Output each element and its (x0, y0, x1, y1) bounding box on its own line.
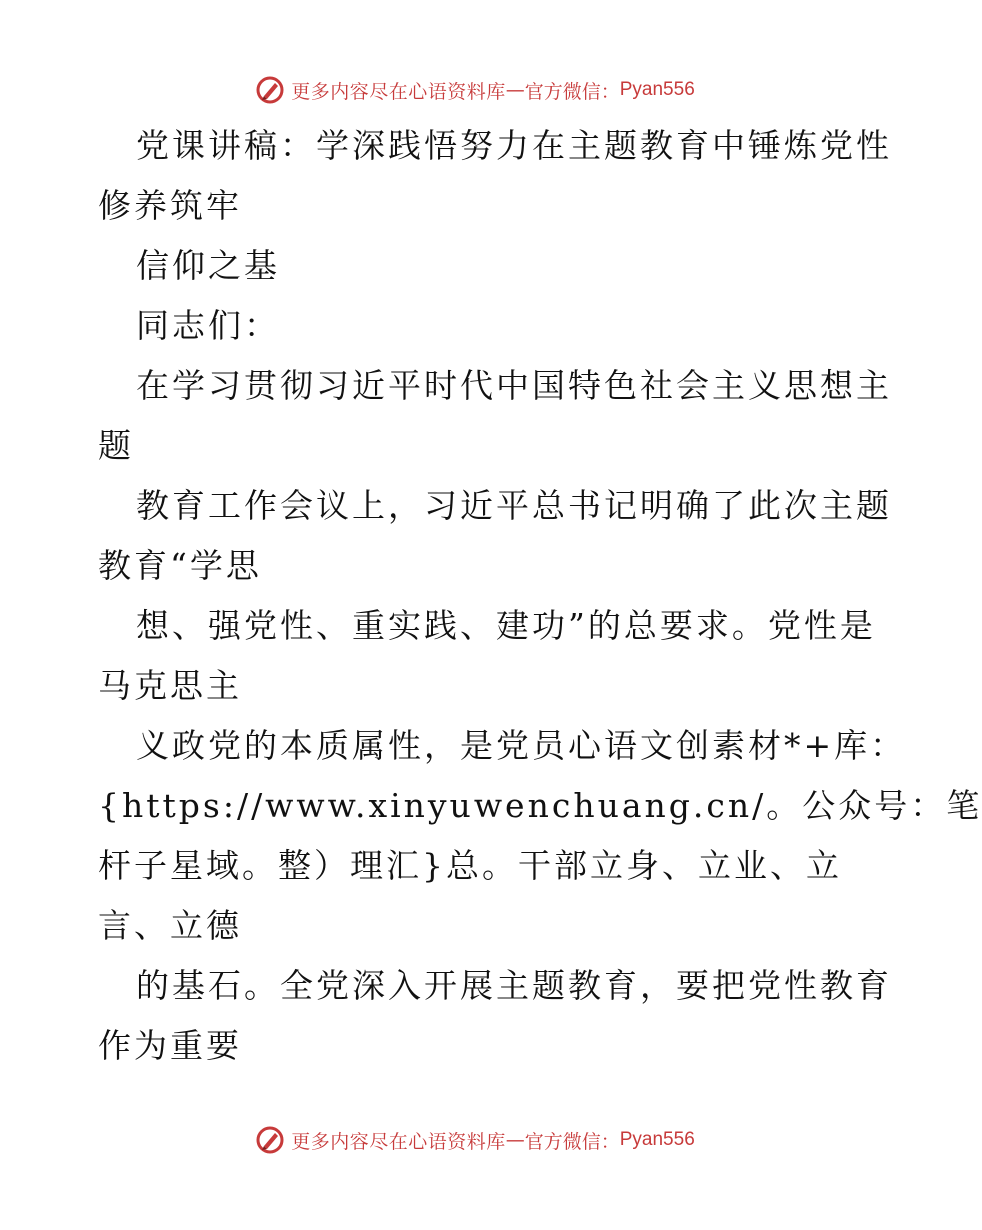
body-line: 题 (98, 426, 134, 465)
header-banner (0, 72, 950, 108)
banner-wechat-id: Pyan556 (619, 79, 695, 100)
title-line-3: 信仰之基 (136, 246, 280, 285)
salutation: 同志们： (136, 306, 280, 345)
pen-logo-icon (255, 75, 285, 105)
body-line: 作为重要 (98, 1026, 242, 1065)
footer-banner (0, 1122, 950, 1158)
body-line: 杆子星域。整）理汇}总。干部立身、立业、立 (98, 846, 842, 885)
body-line: 言、立德 (98, 906, 242, 945)
body-line: 义政党的本质属性，是党员心语文创素材*+库： (136, 726, 907, 765)
banner-wechat-id: Pyan556 (619, 1129, 695, 1150)
body-line: 的基石。全党深入开展主题教育，要把党性教育 (136, 966, 892, 1005)
banner-slogan: 更多内容尽在心语资料库 (291, 80, 506, 103)
body-line: {https://www.xinyuwenchuang.cn/。公众号：笔 (98, 786, 982, 825)
banner-wechat-label: 官方微信： (524, 1130, 620, 1153)
banner-wechat-label: 官方微信： (524, 80, 620, 103)
body-line: 想、强党性、重实践、建功”的总要求。党性是 (136, 606, 876, 645)
body-line: 教育“学思 (98, 546, 262, 585)
banner-dash: — (505, 1129, 525, 1151)
title-line-2: 修养筑牢 (98, 186, 242, 225)
title-line-1: 党课讲稿：学深践悟努力在主题教育中锤炼党性 (136, 126, 892, 165)
document-body (98, 116, 982, 1076)
banner-dash: — (505, 79, 525, 101)
body-line: 在学习贯彻习近平时代中国特色社会主义思想主 (136, 366, 892, 405)
banner-slogan: 更多内容尽在心语资料库 (291, 1130, 506, 1153)
pen-logo-icon (255, 1125, 285, 1155)
body-line: 马克思主 (98, 666, 242, 705)
body-line: 教育工作会议上，习近平总书记明确了此次主题 (136, 486, 892, 525)
